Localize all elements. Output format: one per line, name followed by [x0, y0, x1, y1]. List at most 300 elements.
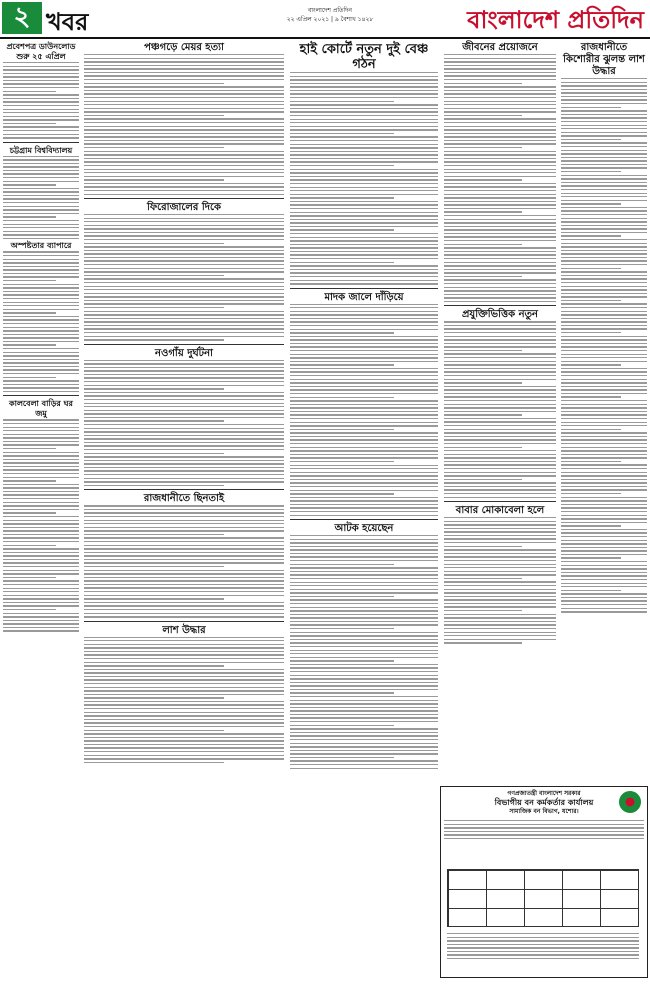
- text-line: [3, 498, 79, 499]
- text-line: [444, 556, 556, 557]
- text-line: [561, 604, 647, 605]
- text-line: [84, 318, 284, 319]
- text-line: [3, 323, 79, 324]
- text-line: [84, 264, 284, 265]
- text-line: [3, 209, 79, 210]
- text-line: [561, 389, 647, 390]
- text-line: [290, 768, 438, 769]
- text-line: [444, 283, 556, 284]
- text-line: [561, 393, 647, 394]
- text-line: [561, 379, 647, 380]
- text-line: [561, 150, 647, 151]
- text-line: [290, 318, 438, 319]
- text-line: [3, 213, 79, 214]
- text-line: [84, 296, 284, 297]
- text-line: [290, 621, 438, 622]
- text-line: [3, 580, 79, 581]
- text-line: [290, 582, 438, 583]
- text-line: [84, 126, 284, 127]
- text-line: [444, 400, 556, 401]
- headline-col4-mid2: বাবার মোকাবেলা হলে: [455, 505, 545, 516]
- text-line: [3, 616, 79, 617]
- text-line: [84, 474, 284, 475]
- article-body: [3, 62, 79, 139]
- text-line: [561, 178, 647, 179]
- text-line: [3, 434, 79, 435]
- text-line: [84, 562, 284, 563]
- text-line: [444, 535, 556, 536]
- text-line: [84, 665, 224, 666]
- text-line: [444, 165, 556, 166]
- text-line: [444, 831, 644, 832]
- text-line: [3, 491, 79, 492]
- text-line: [3, 112, 79, 113]
- text-line: [290, 432, 438, 433]
- text-line: [290, 425, 438, 426]
- text-line: [290, 493, 394, 494]
- text-line: [3, 94, 79, 95]
- text-line: [444, 339, 556, 340]
- text-line: [290, 511, 438, 512]
- text-line: [290, 592, 438, 593]
- text-line: [290, 639, 438, 640]
- headline-col2-mid: ফিরোজালের দিকে: [146, 201, 221, 213]
- text-line: [84, 367, 284, 368]
- text-line: [84, 602, 284, 603]
- headline-col1-bottom: কালবেলা বাড়ির ঘর জমু: [9, 399, 73, 419]
- text-line: [3, 287, 79, 288]
- text-line: [3, 437, 79, 438]
- article-body: [444, 54, 556, 302]
- text-line: [84, 228, 284, 229]
- text-line: [561, 386, 647, 387]
- text-line: [290, 204, 438, 205]
- text-line: [290, 635, 438, 636]
- text-line: [84, 537, 284, 538]
- text-line: [444, 592, 556, 593]
- text-line: [444, 101, 556, 102]
- text-line: [3, 251, 79, 252]
- text-line: [561, 257, 647, 258]
- text-line: [84, 580, 284, 581]
- text-line: [290, 689, 438, 690]
- text-line: [290, 439, 438, 440]
- text-line: [447, 933, 639, 934]
- text-line: [84, 221, 284, 222]
- text-line: [444, 528, 556, 529]
- text-line: [444, 393, 556, 394]
- page-number-badge: ২: [2, 2, 42, 34]
- text-line: [84, 605, 284, 606]
- text-line: [3, 294, 79, 295]
- text-line: [561, 382, 647, 383]
- text-line: [290, 728, 438, 729]
- text-line: [444, 447, 522, 448]
- text-line: [444, 176, 556, 177]
- text-line: [290, 714, 438, 715]
- text-line: [3, 559, 79, 560]
- text-line: [444, 464, 556, 465]
- text-line: [444, 834, 644, 835]
- text-line: [84, 485, 224, 486]
- text-line: [561, 400, 647, 401]
- text-line: [561, 454, 647, 455]
- headline-col3-mid: মাদক জালে দাঁড়িয়ে: [324, 291, 404, 303]
- text-line: [444, 204, 556, 205]
- text-line: [444, 614, 556, 615]
- text-line: [84, 186, 284, 187]
- text-line: [290, 343, 438, 344]
- text-line: [561, 207, 647, 208]
- text-line: [290, 721, 438, 722]
- text-line: [84, 413, 284, 414]
- text-line: [84, 151, 284, 152]
- text-line: [84, 183, 284, 184]
- text-line: [561, 303, 647, 304]
- text-line: [290, 129, 438, 130]
- text-line: [444, 115, 522, 116]
- text-line: [84, 246, 284, 247]
- text-line: [561, 296, 647, 297]
- text-line: [561, 210, 647, 211]
- headline-col1-mid2: অস্পষ্টতার ব্যাপারে: [10, 241, 72, 251]
- text-line: [444, 93, 556, 94]
- text-line: [444, 151, 556, 152]
- text-line: [84, 740, 284, 741]
- text-line: [3, 459, 79, 460]
- text-line: [84, 637, 284, 638]
- headline-col3-mid2: আটক হয়েছেন: [334, 523, 394, 534]
- text-line: [3, 224, 79, 225]
- text-line: [3, 216, 56, 217]
- text-line: [561, 311, 647, 312]
- text-line: [561, 457, 647, 458]
- text-line: [444, 353, 556, 354]
- text-line: [3, 473, 79, 474]
- text-line: [84, 104, 284, 105]
- text-line: [3, 566, 79, 567]
- text-line: [290, 187, 438, 188]
- text-line: [444, 108, 556, 109]
- text-line: [3, 119, 79, 120]
- text-line: [290, 642, 438, 643]
- text-line: [84, 755, 284, 756]
- text-line: [444, 411, 556, 412]
- column-3: [290, 42, 438, 771]
- text-line: [84, 530, 284, 531]
- text-line: [3, 188, 79, 189]
- text-line: [290, 379, 438, 380]
- text-line: [84, 505, 284, 506]
- text-line: [444, 382, 522, 383]
- text-line: [561, 339, 647, 340]
- text-line: [3, 156, 79, 157]
- text-line: [84, 566, 224, 567]
- text-line: [290, 535, 438, 536]
- text-line: [290, 226, 438, 227]
- brand-logo: বাংলাদেশ প্রতিদিন: [467, 6, 644, 34]
- text-line: [3, 116, 79, 117]
- text-line: [444, 219, 556, 220]
- text-line: [561, 504, 647, 505]
- text-line: [561, 611, 647, 612]
- text-line: [444, 589, 556, 590]
- text-line: [290, 219, 438, 220]
- text-line: [84, 442, 284, 443]
- text-line: [444, 479, 522, 480]
- text-line: [561, 464, 647, 465]
- text-line: [290, 397, 394, 398]
- text-line: [3, 101, 79, 102]
- text-line: [290, 119, 438, 120]
- text-line: [3, 527, 79, 528]
- text-line: [561, 482, 647, 483]
- text-line: [444, 475, 556, 476]
- text-line: [290, 574, 438, 575]
- text-line: [444, 838, 644, 839]
- article-body: [444, 517, 556, 644]
- text-line: [3, 577, 56, 578]
- headline-col4-top: জীবনের প্রয়োজনে: [462, 42, 538, 53]
- text-line: [84, 669, 284, 670]
- text-line: [444, 265, 556, 266]
- headline-col1-top: প্রবেশপত্র ডাউনলোড শুরু ২৫ এপ্রিল: [6, 42, 76, 61]
- headline-col1-mid: চট্টগ্রাম বিশ্ববিদ্যালয়: [9, 145, 73, 155]
- text-line: [561, 250, 647, 251]
- text-line: [84, 172, 284, 173]
- text-line: [3, 284, 79, 285]
- text-line: [3, 69, 79, 70]
- text-line: [290, 603, 438, 604]
- text-line: [290, 504, 438, 505]
- text-line: [444, 183, 556, 184]
- text-line: [444, 297, 556, 298]
- text-line: [561, 92, 647, 93]
- text-line: [444, 169, 556, 170]
- text-line: [84, 129, 284, 130]
- text-line: [290, 746, 438, 747]
- text-line: [84, 548, 284, 549]
- column-4: [444, 42, 556, 646]
- text-line: [444, 172, 556, 173]
- text-line: [3, 269, 79, 270]
- text-line: [561, 461, 621, 462]
- text-line: [84, 573, 284, 574]
- text-line: [84, 360, 284, 361]
- text-line: [290, 158, 438, 159]
- text-line: [290, 321, 438, 322]
- text-line: [84, 577, 284, 578]
- text-line: [84, 726, 284, 727]
- text-line: [3, 427, 79, 428]
- text-line: [84, 527, 284, 528]
- text-line: [84, 730, 224, 731]
- text-line: [84, 403, 284, 404]
- text-line: [290, 553, 438, 554]
- text-line: [444, 414, 522, 415]
- text-line: [290, 422, 438, 423]
- text-line: [84, 435, 284, 436]
- text-line: [290, 265, 438, 266]
- date-line-1: বাংলাদেশ প্রতিদিন: [307, 7, 353, 14]
- text-line: [444, 133, 556, 134]
- text-line: [3, 227, 79, 228]
- tender-body: [444, 820, 644, 839]
- text-line: [84, 111, 284, 112]
- text-line: [290, 208, 438, 209]
- text-line: [290, 151, 438, 152]
- text-line: [444, 571, 556, 572]
- text-line: [3, 530, 79, 531]
- text-line: [290, 240, 438, 241]
- text-line: [444, 546, 522, 547]
- text-line: [561, 146, 647, 147]
- text-line: [290, 336, 438, 337]
- text-line: [84, 520, 284, 521]
- text-line: [3, 73, 79, 74]
- text-line: [290, 90, 438, 91]
- text-line: [444, 493, 556, 494]
- column-1: [3, 42, 79, 634]
- text-line: [3, 337, 79, 338]
- text-line: [444, 215, 556, 216]
- text-line: [444, 425, 556, 426]
- text-line: [561, 314, 647, 315]
- text-line: [290, 197, 394, 198]
- text-line: [444, 251, 556, 252]
- text-line: [561, 153, 647, 154]
- text-line: [84, 289, 284, 290]
- text-line: [444, 443, 556, 444]
- divider: [3, 395, 79, 396]
- text-line: [444, 236, 556, 237]
- text-line: [84, 647, 284, 648]
- text-line: [290, 183, 438, 184]
- text-line: [3, 366, 79, 367]
- text-line: [561, 325, 647, 326]
- text-line: [290, 190, 438, 191]
- text-line: [3, 276, 79, 277]
- text-line: [444, 432, 556, 433]
- text-line: [84, 662, 284, 663]
- article-body: [3, 251, 79, 392]
- text-line: [3, 83, 79, 84]
- text-line: [290, 276, 438, 277]
- article-body: [84, 505, 284, 617]
- text-line: [290, 457, 438, 458]
- text-line: [84, 176, 284, 177]
- text-line: [84, 332, 284, 333]
- text-line: [561, 278, 647, 279]
- text-line: [444, 136, 556, 137]
- text-line: [290, 539, 438, 540]
- text-line: [84, 712, 284, 713]
- text-line: [84, 165, 284, 166]
- text-line: [290, 664, 438, 665]
- text-line: [444, 262, 556, 263]
- text-line: [3, 584, 79, 585]
- text-line: [84, 512, 284, 513]
- text-line: [290, 515, 438, 516]
- text-line: [84, 86, 284, 87]
- text-line: [561, 411, 647, 412]
- text-line: [84, 428, 284, 429]
- text-line: [561, 232, 647, 233]
- text-line: [290, 122, 438, 123]
- text-line: [3, 384, 79, 385]
- text-line: [84, 300, 284, 301]
- text-line: [290, 97, 438, 98]
- text-line: [561, 565, 647, 566]
- text-line: [3, 441, 79, 442]
- text-line: [561, 486, 647, 487]
- text-line: [3, 87, 79, 88]
- text-line: [561, 182, 647, 183]
- text-line: [561, 164, 647, 165]
- text-line: [290, 614, 438, 615]
- text-line: [84, 722, 284, 723]
- text-line: [444, 222, 556, 223]
- text-line: [3, 505, 79, 506]
- text-line: [3, 591, 79, 592]
- divider: [3, 142, 79, 143]
- text-line: [290, 93, 438, 94]
- text-line: [561, 425, 647, 426]
- text-line: [290, 700, 438, 701]
- text-line: [84, 481, 284, 482]
- text-line: [84, 687, 284, 688]
- article-body: [3, 156, 79, 240]
- text-line: [84, 118, 284, 119]
- text-line: [290, 368, 438, 369]
- text-line: [3, 602, 79, 603]
- text-line: [561, 114, 647, 115]
- text-line: [561, 117, 647, 118]
- text-line: [3, 480, 56, 481]
- text-line: [290, 407, 438, 408]
- text-line: [3, 98, 79, 99]
- text-line: [84, 388, 224, 389]
- text-line: [561, 489, 647, 490]
- text-line: [561, 293, 647, 294]
- text-line: [84, 399, 284, 400]
- text-line: [290, 386, 438, 387]
- text-line: [84, 463, 284, 464]
- text-line: [3, 91, 56, 92]
- text-line: [444, 75, 556, 76]
- text-line: [290, 272, 438, 273]
- text-line: [561, 121, 647, 122]
- text-line: [3, 466, 79, 467]
- text-line: [561, 439, 647, 440]
- text-line: [290, 500, 438, 501]
- text-line: [290, 229, 394, 230]
- text-line: [3, 391, 79, 392]
- text-line: [561, 568, 647, 569]
- text-line: [444, 489, 556, 490]
- article-body: [84, 360, 284, 487]
- text-line: [84, 719, 284, 720]
- text-line: [561, 436, 647, 437]
- text-line: [290, 237, 438, 238]
- article-body: [290, 304, 438, 517]
- text-line: [84, 445, 284, 446]
- text-line: [561, 518, 647, 519]
- text-line: [3, 327, 79, 328]
- text-line: [84, 311, 284, 312]
- text-line: [3, 137, 79, 138]
- text-line: [290, 692, 394, 693]
